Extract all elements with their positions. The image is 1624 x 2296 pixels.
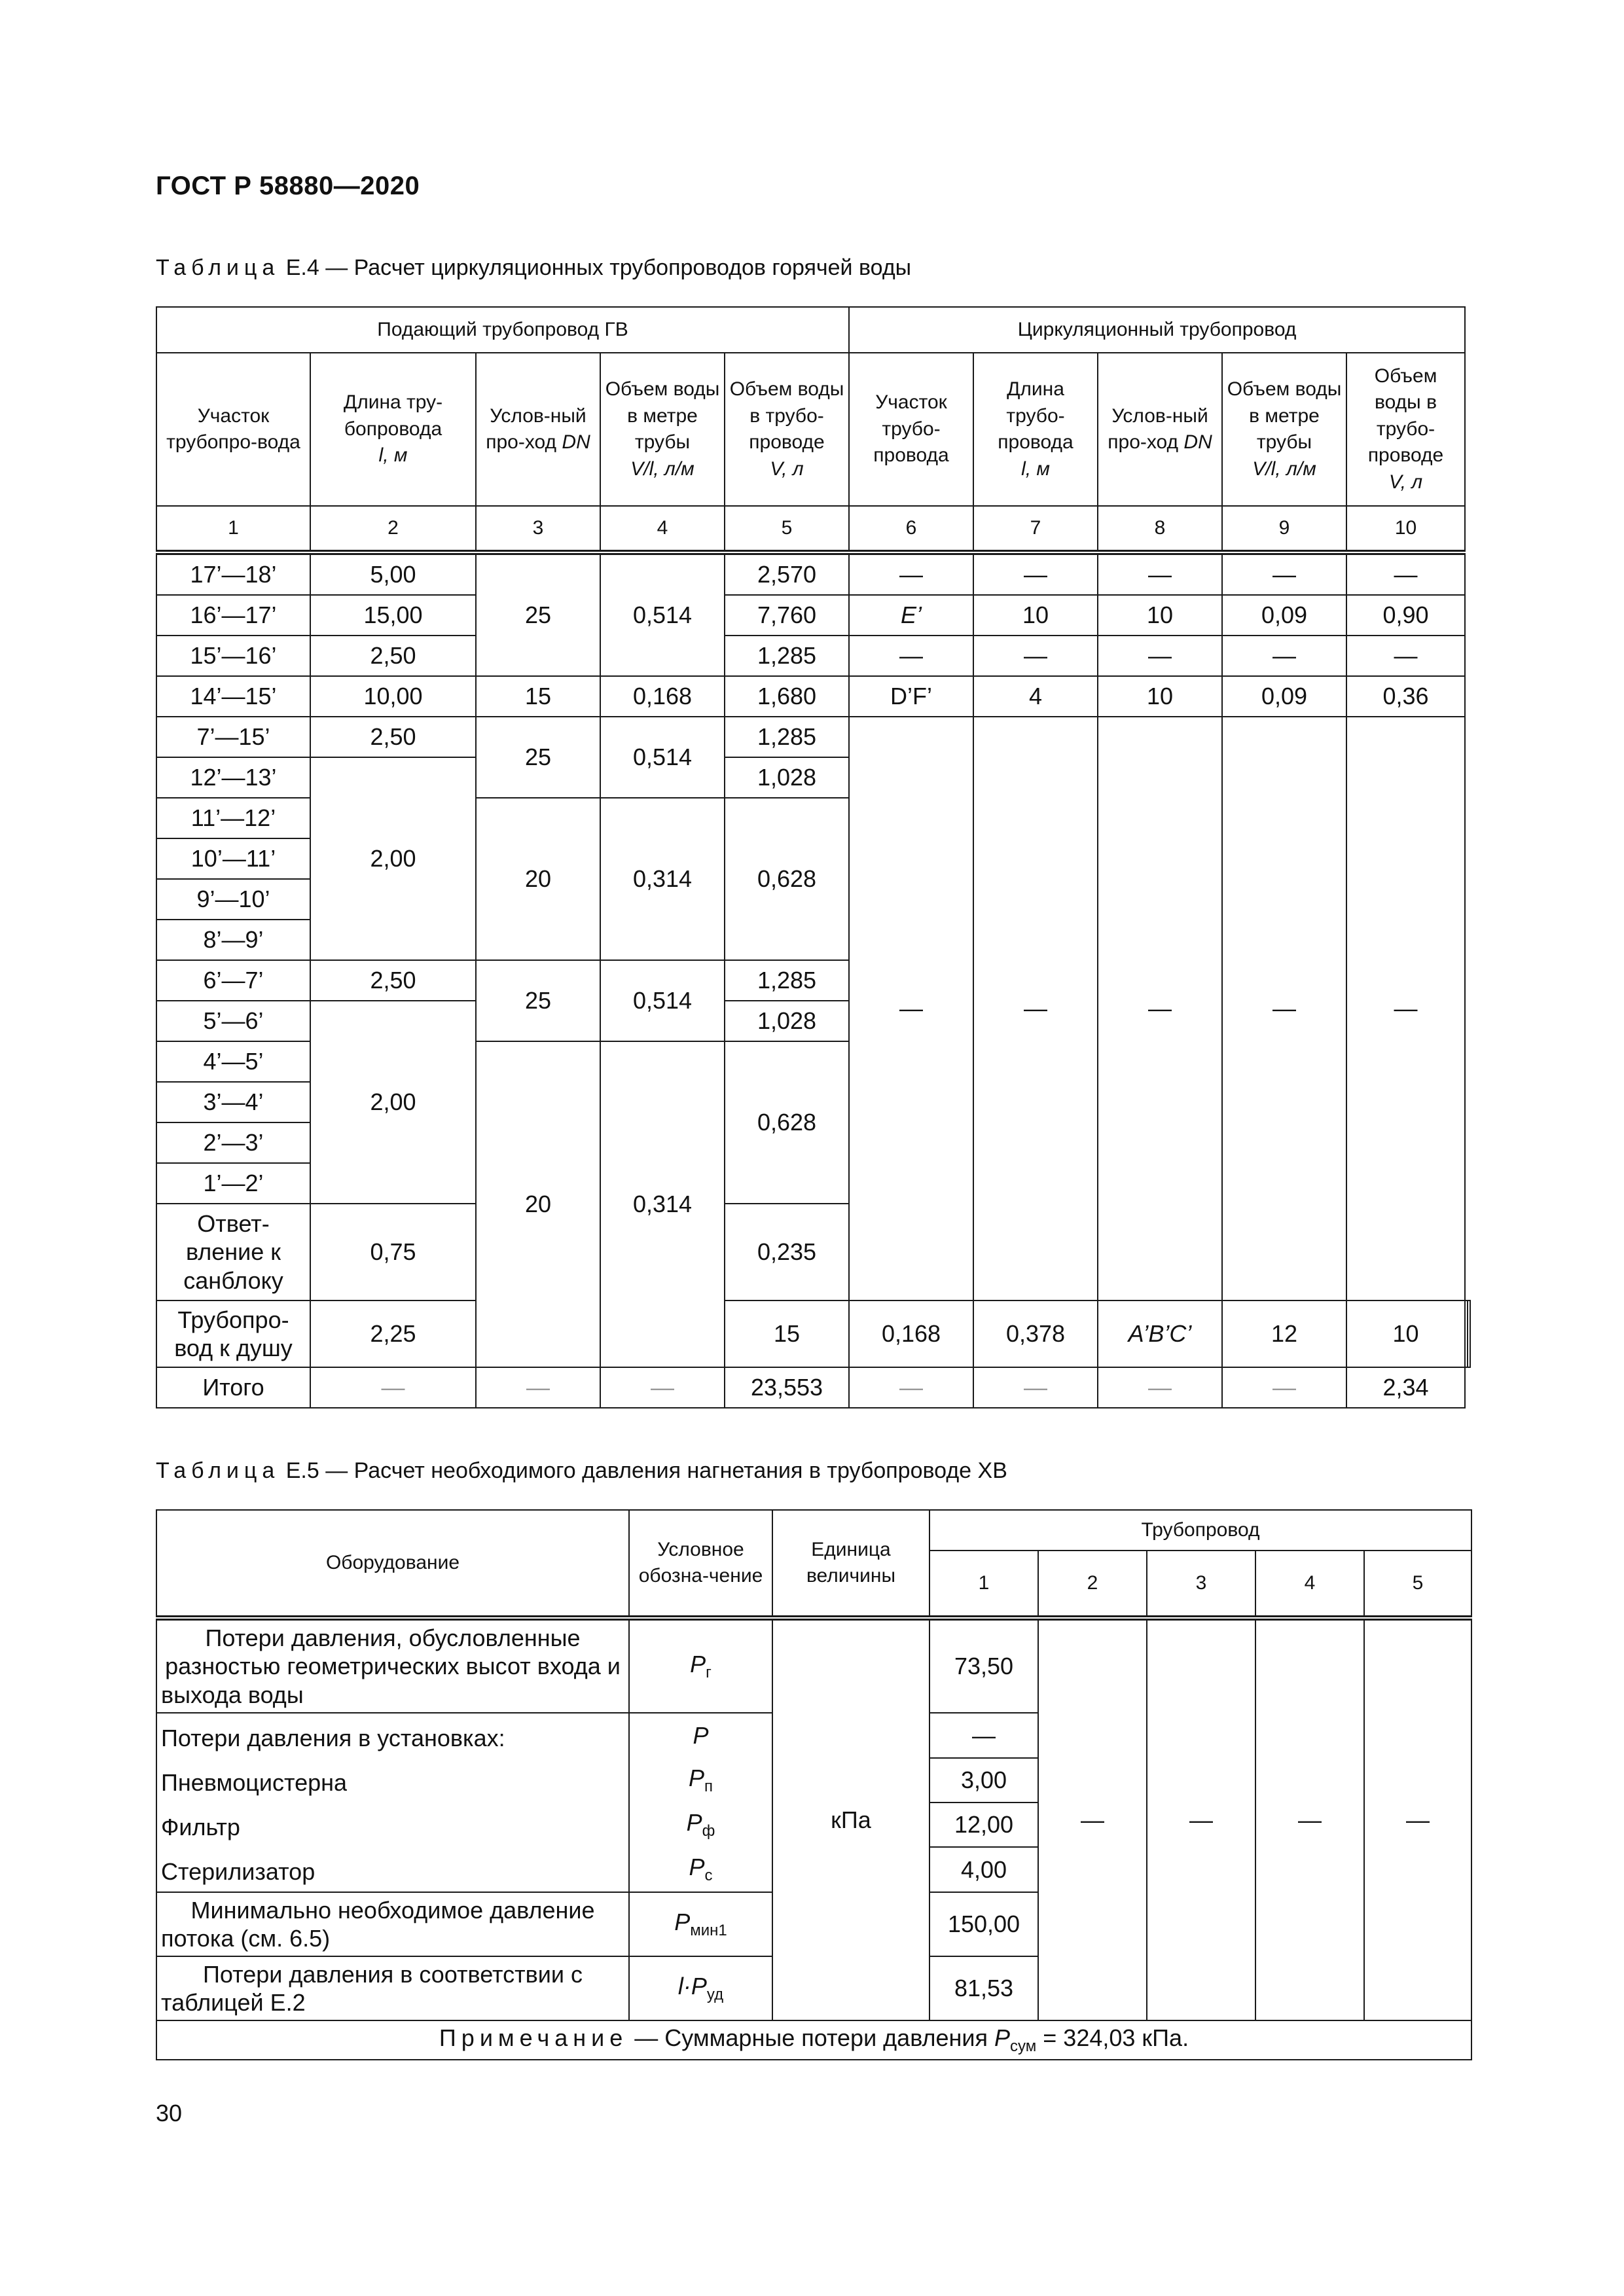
table-cell: 0,514 [600, 717, 725, 798]
table-cell: — [1098, 636, 1222, 676]
table-cell: 81,53 [929, 1956, 1038, 2020]
table-cell: 25 [476, 960, 600, 1041]
table-cell: 2,25 [310, 1300, 476, 1367]
table-cell: — [849, 717, 973, 1300]
table-cell: 0,168 [849, 1300, 973, 1367]
group-supply: Подающий трубопровод ГВ [156, 307, 849, 353]
table-cell: 2,50 [310, 717, 476, 757]
table-cell: — [1222, 717, 1346, 1300]
table-cell: 73,50 [929, 1618, 1038, 1713]
table-e4 [156, 306, 1471, 1408]
table-cell: 4,00 [929, 1847, 1038, 1892]
table-cell: 0,09 [1222, 595, 1346, 636]
col-header: Длина трубо-провода l, м [973, 353, 1098, 506]
table-cell: Итого [156, 1367, 310, 1408]
table-cell: — [1038, 1618, 1147, 2020]
table-cell: 0,514 [600, 960, 725, 1041]
table-cell: 1,028 [725, 1001, 849, 1041]
table-cell: Пневмоцистерна [156, 1758, 629, 1803]
table-cell: — [929, 1713, 1038, 1758]
table-cell: — [1222, 1367, 1346, 1408]
col-header: Участок трубопро-вода [156, 353, 310, 506]
table-cell: 1,285 [725, 717, 849, 757]
col-number: 4 [1255, 1551, 1364, 1618]
table-note: Примечание — Суммарные потери давления $P_{сум} = 324,03$ кПа. [156, 2020, 1471, 2060]
table-cell: 15 [476, 676, 600, 717]
table-cell: кПа [772, 1618, 929, 2020]
col-header: Услов-ный про-ход DN [1098, 353, 1222, 506]
table-cell: 23,553 [725, 1367, 849, 1408]
table-cell: 150,00 [929, 1892, 1038, 1956]
table-cell: 7’—15’ [156, 717, 310, 757]
table-cell: 1,028 [725, 757, 849, 798]
table-cell: — [1098, 1367, 1222, 1408]
table-cell: 20 [476, 798, 600, 960]
col-number: 10 [1346, 506, 1465, 552]
col-header: Оборудование [156, 1510, 629, 1618]
table-cell: — [973, 552, 1098, 595]
table-cell: 1,285 [725, 636, 849, 676]
table-cell: — [1222, 636, 1346, 676]
table-cell [1468, 1300, 1470, 1367]
table-cell: 0,235 [725, 1204, 849, 1300]
table-cell: — [973, 636, 1098, 676]
table-cell: — [1147, 1618, 1255, 2020]
table-cell: Потери давления, обусловленные разностью геометрических высот входа и выхода воды [156, 1618, 629, 1713]
document-code: ГОСТ Р 58880—2020 [156, 171, 420, 200]
table-cell: 5,00 [310, 552, 476, 595]
table-cell: $l\cdot P_{уд}$ [629, 1956, 772, 2020]
table-cell: P [629, 1713, 772, 1758]
group-circulation: Циркуляционный трубопровод [849, 307, 1465, 353]
table-cell: Потери давления в установках: [156, 1713, 629, 1758]
table-cell: D’F’ [849, 676, 973, 717]
table-cell: 25 [476, 552, 600, 676]
col-header: Условное обозна-чение [629, 1510, 772, 1618]
table-cell: 2,50 [310, 636, 476, 676]
table-cell: — [1255, 1618, 1364, 2020]
table-cell: 3’—4’ [156, 1082, 310, 1122]
table-cell: 9’—10’ [156, 879, 310, 920]
table-cell: 3,00 [929, 1758, 1038, 1803]
table-cell: — [849, 552, 973, 595]
col-header-pipeline: Трубопровод [929, 1510, 1471, 1551]
page-number: 30 [156, 2100, 183, 2126]
table-cell: 10 [1098, 676, 1222, 717]
table-cell: 5’—6’ [156, 1001, 310, 1041]
table-cell: 2,00 [310, 757, 476, 960]
table-cell: 7,760 [725, 595, 849, 636]
table-cell: $P_{мин1}$ [629, 1892, 772, 1956]
table-cell: — [1346, 552, 1465, 595]
table-cell: — [1346, 717, 1465, 1300]
col-header: Объем воды в трубо-проводе V, л [725, 353, 849, 506]
table-cell: Потери давления в соответствии с таблицей Е.2 [156, 1956, 629, 2020]
table-cell: 12’—13’ [156, 757, 310, 798]
table-cell: — [310, 1367, 476, 1408]
table-cell: A’B’C’ [1098, 1300, 1222, 1367]
table-cell: — [849, 1367, 973, 1408]
table-cell: 15 [725, 1300, 849, 1367]
table-cell: 0,90 [1346, 595, 1465, 636]
table-cell: 2,34 [1346, 1367, 1465, 1408]
table-cell: 10 [1346, 1300, 1465, 1367]
table-cell: 0,36 [1346, 676, 1465, 717]
col-number: 9 [1222, 506, 1346, 552]
table-cell: Трубопро-вод к душу [156, 1300, 310, 1367]
table-cell: — [1222, 552, 1346, 595]
table-cell: 1,285 [725, 960, 849, 1001]
table-cell: 17’—18’ [156, 552, 310, 595]
table-e4-caption: Таблица Е.4 — Расчет циркуляционных трубопроводов горячей воды [156, 255, 912, 280]
table-cell: — [973, 1367, 1098, 1408]
table-cell: $P_ф$ [629, 1803, 772, 1847]
table-cell: 0,75 [310, 1204, 476, 1300]
col-header: Объем воды в метре трубы V/l, л/м [600, 353, 725, 506]
table-e5 [156, 1509, 1472, 2060]
table-cell: $P_с$ [629, 1847, 772, 1892]
table-cell: 6’—7’ [156, 960, 310, 1001]
col-number: 2 [310, 506, 476, 552]
table-cell: 11’—12’ [156, 798, 310, 838]
table-cell: 0,09 [1222, 676, 1346, 717]
table-cell: — [1098, 717, 1222, 1300]
col-header: Услов-ный про-ход DN [476, 353, 600, 506]
col-number: 5 [725, 506, 849, 552]
col-number: 6 [849, 506, 973, 552]
table-cell: — [1346, 636, 1465, 676]
table-cell: 10’—11’ [156, 838, 310, 879]
table-cell: $P_г$ [629, 1618, 772, 1713]
table-cell: 12,00 [929, 1803, 1038, 1847]
col-header: Участок трубо-провода [849, 353, 973, 506]
table-cell: $P_п$ [629, 1758, 772, 1803]
table-cell: 2,570 [725, 552, 849, 595]
table-cell: 25 [476, 717, 600, 798]
table-cell: 2,50 [310, 960, 476, 1001]
table-cell: Фильтр [156, 1803, 629, 1847]
col-header: Длина тру-бопровода l, м [310, 353, 476, 506]
table-cell: 0,514 [600, 552, 725, 676]
table-cell: 16’—17’ [156, 595, 310, 636]
col-number: 5 [1364, 1551, 1471, 1618]
col-number: 4 [600, 506, 725, 552]
table-cell: 8’—9’ [156, 920, 310, 960]
table-cell: Стерилизатор [156, 1847, 629, 1892]
table-cell: 15’—16’ [156, 636, 310, 676]
table-cell: 0,628 [725, 798, 849, 960]
table-cell: Ответ-вление к санблоку [156, 1204, 310, 1300]
col-number: 8 [1098, 506, 1222, 552]
table-cell: 4’—5’ [156, 1041, 310, 1082]
table-cell: — [1098, 552, 1222, 595]
table-cell: 2’—3’ [156, 1122, 310, 1163]
table-cell: — [973, 717, 1098, 1300]
table-cell: 10 [973, 595, 1098, 636]
col-number: 3 [476, 506, 600, 552]
table-cell: 1’—2’ [156, 1163, 310, 1204]
col-header: Объем воды в трубо-проводе V, л [1346, 353, 1465, 506]
table-cell: 10,00 [310, 676, 476, 717]
table-cell: 1,680 [725, 676, 849, 717]
table-cell: 0,378 [973, 1300, 1098, 1367]
table-cell: 12 [1222, 1300, 1346, 1367]
table-cell: 15,00 [310, 595, 476, 636]
col-number: 2 [1038, 1551, 1147, 1618]
table-cell: 4 [973, 676, 1098, 717]
col-header: Объем воды в метре трубы V/l, л/м [1222, 353, 1346, 506]
table-cell: 10 [1098, 595, 1222, 636]
table-cell: 14’—15’ [156, 676, 310, 717]
table-cell: — [476, 1367, 600, 1408]
col-number: 7 [973, 506, 1098, 552]
table-cell: Минимально необходимое давление потока (см. 6.5) [156, 1892, 629, 1956]
table-cell: 2,00 [310, 1001, 476, 1204]
table-cell: 0,314 [600, 798, 725, 960]
table-cell: E’ [849, 595, 973, 636]
table-cell: 0,168 [600, 676, 725, 717]
table-cell: — [849, 636, 973, 676]
col-number: 1 [156, 506, 310, 552]
table-cell: 0,628 [725, 1041, 849, 1204]
table-cell: — [600, 1367, 725, 1408]
table-cell: 20 [476, 1041, 600, 1367]
col-number: 1 [929, 1551, 1038, 1618]
table-cell: — [1364, 1618, 1471, 2020]
col-number: 3 [1147, 1551, 1255, 1618]
table-e5-caption: Таблица Е.5 — Расчет необходимого давления нагнетания в трубопроводе ХВ [156, 1458, 1007, 1483]
col-header: Единица величины [772, 1510, 929, 1618]
table-cell: 0,314 [600, 1041, 725, 1367]
